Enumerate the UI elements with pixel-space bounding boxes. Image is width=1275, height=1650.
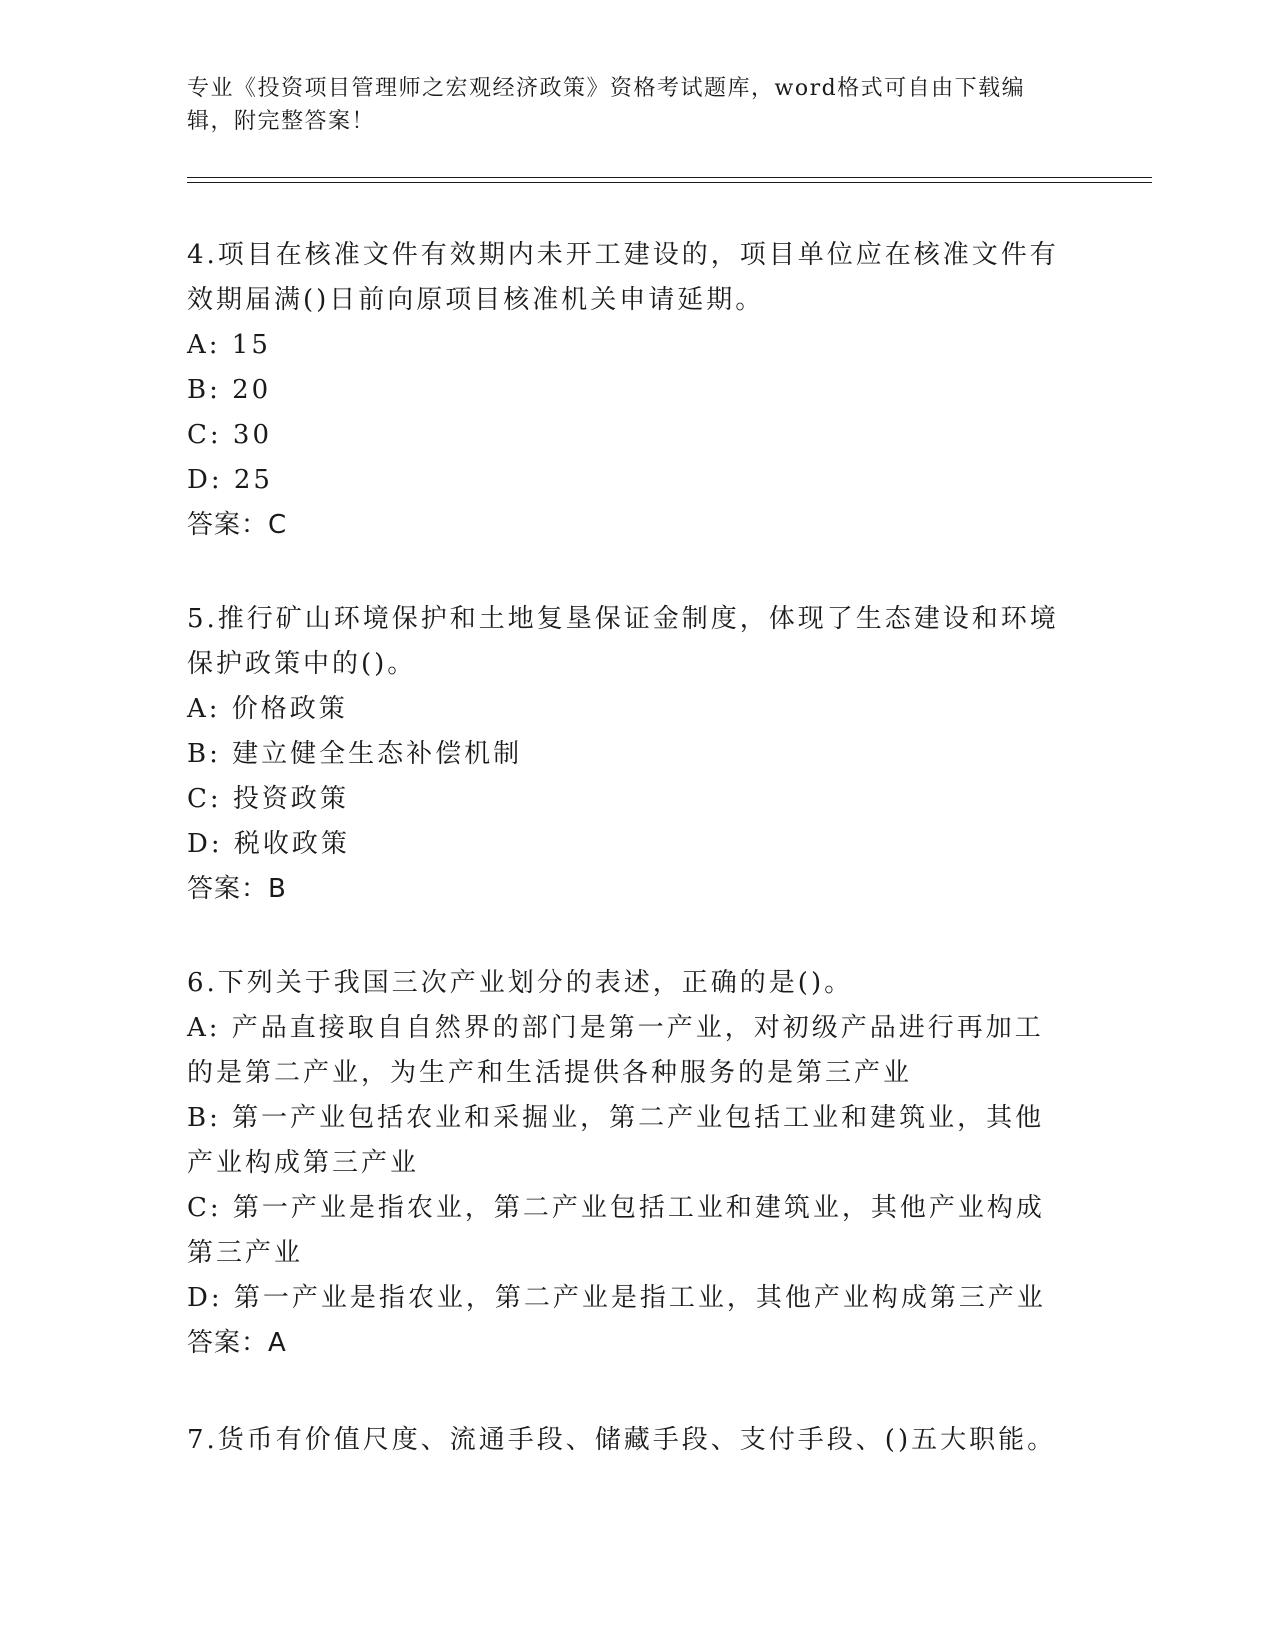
- question-6: [187, 961, 1067, 1366]
- question-4: [187, 233, 1067, 548]
- option-d: D: 第一产业是指农业，第二产业是指工业，其他产业构成第三产业: [187, 1283, 1046, 1313]
- option-c: C: 30: [187, 420, 273, 450]
- question-stem: 7.货币有价值尺度、流通手段、储藏手段、支付手段、()五大职能。: [187, 1425, 1057, 1455]
- option-a: A: 产品直接取自自然界的部门是第一产业，对初级产品进行再加工的是第二产业，为生产和生活提供各种服务的是第三产业: [187, 1013, 1044, 1088]
- question-stem: 5.推行矿山环境保护和土地复垦保证金制度，体现了生态建设和环境保护政策中的()。: [187, 604, 1059, 679]
- page-header: 专业《投资项目管理师之宏观经济政策》资格考试题库，word格式可自由下载编辑，附完整答案！: [187, 76, 1026, 134]
- option-c: C: 投资政策: [187, 784, 349, 814]
- option-d: D: 25: [187, 465, 273, 495]
- question-stem: 4.项目在核准文件有效期内未开工建设的，项目单位应在核准文件有效期届满()日前向原项目核准机关申请延期。: [187, 240, 1059, 315]
- header-divider: [187, 177, 1152, 183]
- option-a: A: 15: [187, 330, 271, 360]
- option-d: D: 税收政策: [187, 829, 350, 859]
- option-b: B: 建立健全生态补偿机制: [187, 739, 523, 769]
- answer: 答案：A: [187, 1328, 287, 1358]
- option-b: B: 第一产业包括农业和采掘业，第二产业包括工业和建筑业，其他产业构成第三产业: [187, 1103, 1045, 1178]
- option-c: C: 第一产业是指农业，第二产业包括工业和建筑业，其他产业构成第三产业: [187, 1193, 1045, 1268]
- answer: 答案：B: [187, 874, 287, 904]
- question-stem: 6.下列关于我国三次产业划分的表述，正确的是()。: [187, 968, 854, 998]
- option-a: A: 价格政策: [187, 694, 348, 724]
- question-7: [187, 1418, 1067, 1463]
- answer: 答案：C: [187, 510, 288, 540]
- question-5: [187, 597, 1067, 912]
- option-b: B: 20: [187, 375, 272, 405]
